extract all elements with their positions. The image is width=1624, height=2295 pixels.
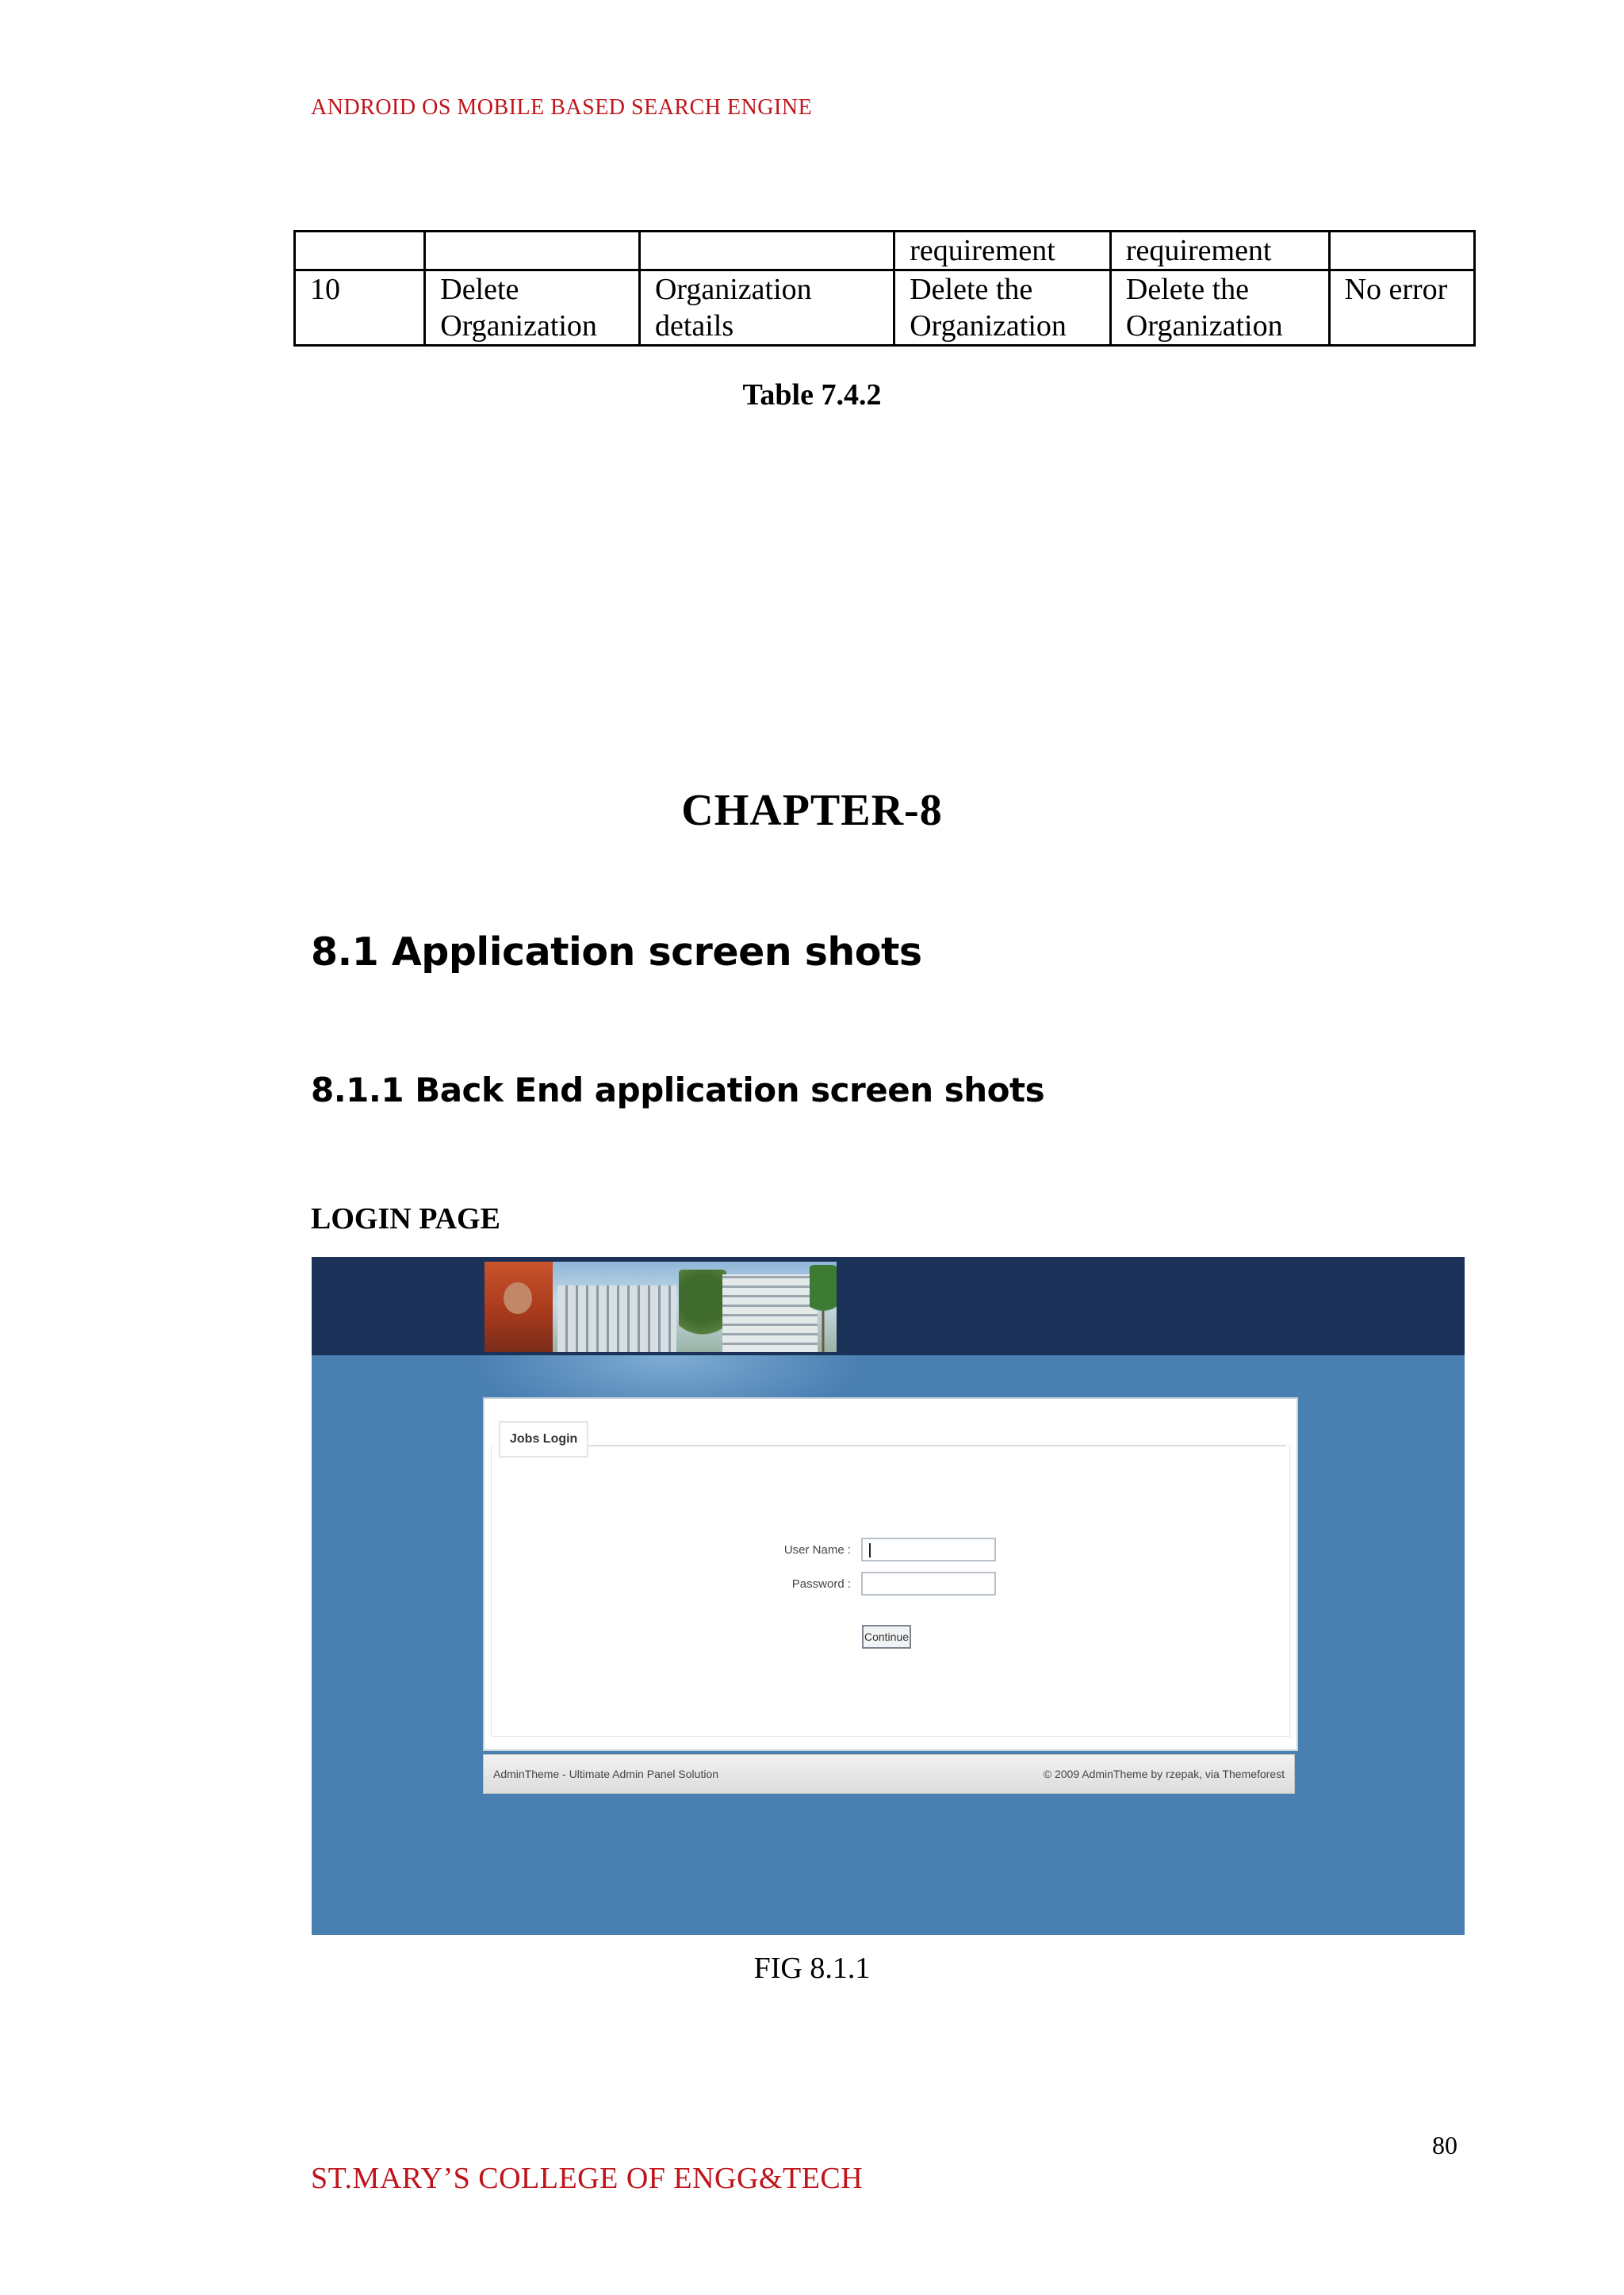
continue-button[interactable]: Continue — [862, 1625, 911, 1649]
test-case-table — [293, 230, 1476, 347]
building-image — [722, 1274, 818, 1352]
college-banner-image — [485, 1262, 837, 1352]
table-cell: Delete the Organization — [894, 270, 1111, 346]
page-number: 80 — [1432, 2131, 1457, 2159]
table-cell — [639, 232, 894, 270]
table-cell: Delete Organization — [425, 270, 640, 346]
panel-legend: Jobs Login — [499, 1421, 588, 1458]
running-header: ANDROID OS MOBILE BASED SEARCH ENGINE — [311, 95, 813, 120]
app-header-bar — [312, 1257, 1465, 1355]
table-row — [295, 270, 1475, 346]
footer-left-text: AdminTheme - Ultimate Admin Panel Solution — [493, 1768, 719, 1780]
table-cell — [425, 232, 640, 270]
app-footer-bar — [483, 1754, 1295, 1794]
username-input[interactable] — [861, 1538, 996, 1561]
table-cell: requirement — [894, 232, 1111, 270]
table-cell: Delete the Organization — [1110, 270, 1329, 346]
table-cell: Organization details — [639, 270, 894, 346]
tree-image — [679, 1270, 726, 1352]
figure-label: LOGIN PAGE — [311, 1202, 500, 1236]
table-row — [295, 232, 1475, 270]
figure-caption: FIG 8.1.1 — [753, 1952, 871, 1985]
palm-tree-image — [810, 1265, 837, 1352]
login-page-screenshot — [312, 1257, 1465, 1935]
table-cell — [295, 232, 425, 270]
table-cell: No error — [1329, 270, 1474, 346]
username-label: User Name : — [783, 1543, 851, 1557]
building-image — [557, 1285, 676, 1352]
login-panel — [483, 1397, 1298, 1751]
table-cell — [1329, 232, 1474, 270]
password-label: Password : — [791, 1577, 851, 1591]
fieldset-line — [578, 1445, 1286, 1446]
chapter-title: CHAPTER-8 — [681, 786, 943, 835]
table-cell: requirement — [1110, 232, 1329, 270]
text-cursor — [869, 1543, 871, 1557]
password-input[interactable] — [861, 1572, 996, 1596]
section-heading: 8.1 Application screen shots — [311, 929, 922, 975]
subsection-heading: 8.1.1 Back End application screen shots — [311, 1071, 1045, 1109]
footer-right-text: © 2009 AdminTheme by rzepak, via Themeforest — [1043, 1768, 1285, 1780]
table-cell: 10 — [295, 270, 425, 346]
page-footer: ST.MARY’S COLLEGE OF ENGG&TECH — [311, 2162, 864, 2195]
table-caption: Table 7.4.2 — [742, 378, 882, 412]
portrait-image — [485, 1262, 553, 1352]
